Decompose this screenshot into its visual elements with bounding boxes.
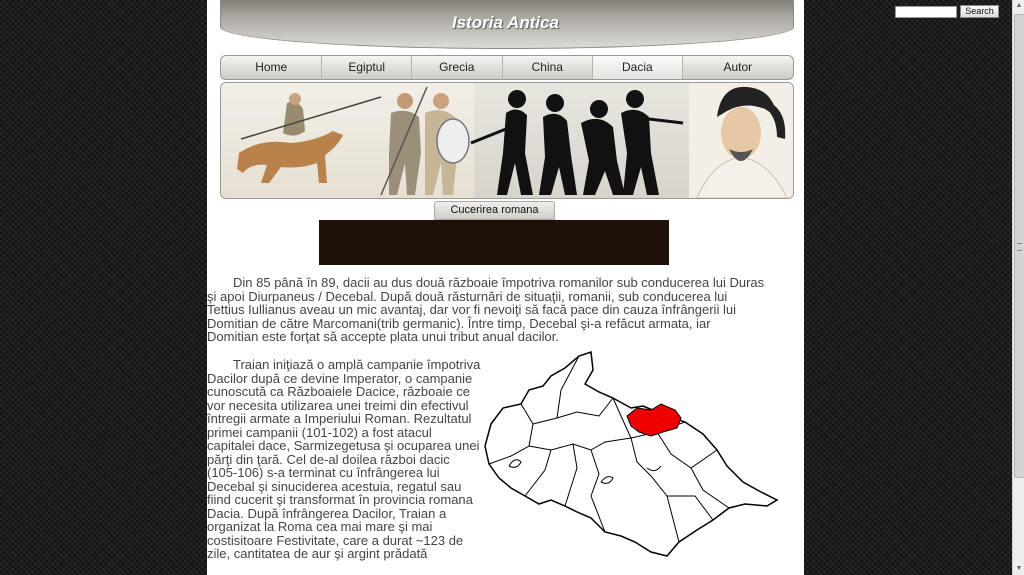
nav-item-home[interactable]: Home [221, 56, 322, 79]
nav-item-egiptul[interactable]: Egiptul [322, 56, 412, 79]
article-paragraph-2: Traian iniţiază o amplă campanie împotriva Dacilor după ce devine Imperator, o campanie cunoscută ca Războaiele Dacice, războaie ce vor necesita utilizarea unei treimi din efectivul întregii armate a Imperiului Roman. Rezultatul primei campanii (101-102) a fost atacul capitalei dace, Sarmizegetusa şi ocuparea unei părţi din ţară. Cel de-al doilea război dacic (105-106) s-a terminat cu înfrângerea lui Decebal şi sinuciderea acestuia, regatul sau fiind cucerit şi transformat în provincia romana Dacia. După înfrângerea Dacilor, Traian a organizat la Roma cea mai mare şi mai costisitoare Festivitate, care a durat ~123 de zile, cantitatea de aur şi argint prădată [207, 357, 481, 561]
embedded-video-player[interactable] [319, 220, 669, 265]
nav-item-dacia[interactable]: Dacia [593, 56, 683, 79]
nav-item-grecia[interactable]: Grecia [412, 56, 503, 79]
search-button[interactable]: Search [960, 5, 999, 18]
page-container [207, 0, 804, 575]
scrollbar-thumb[interactable] [1014, 14, 1024, 478]
scroll-down-arrow-icon[interactable]: ▼ [1015, 565, 1023, 572]
header-image-collage [220, 82, 794, 199]
scrollbar-grip-icon [1017, 243, 1022, 251]
search-input[interactable] [895, 6, 957, 18]
scroll-up-arrow-icon[interactable]: ▲ [1015, 2, 1023, 9]
main-nav [220, 55, 794, 80]
article-paragraph-1: Din 85 până în 89, dacii au dus două războaie împotriva romanilor sub conducerea lui Duras şi apoi Diurpaneus / Decebal. După două răsturnări de situaţii, romanii, sub conducerea lui Tettius Iullianus aveau un mic avantaj, dar vor fi nevoiţi să facă pace din cauza înfrângerii lui Domitian de către Marcomani(trib germanic). Între timp, Decebal şi-a refăcut armata, iar Domitian este forţat să accepte plata unui tribut anual dacilor. [207, 275, 765, 344]
nav-item-china[interactable]: China [503, 56, 594, 79]
roman-empire-outline [485, 352, 777, 556]
site-title: Istoria Antica [451, 13, 560, 32]
tab-cucerirea-romana[interactable]: Cucerirea romana [434, 201, 555, 220]
nav-item-autor[interactable]: Autor [723, 60, 753, 74]
roman-empire-map [481, 346, 784, 561]
vertical-scrollbar[interactable] [1012, 0, 1024, 575]
collage-illustration [221, 83, 793, 198]
